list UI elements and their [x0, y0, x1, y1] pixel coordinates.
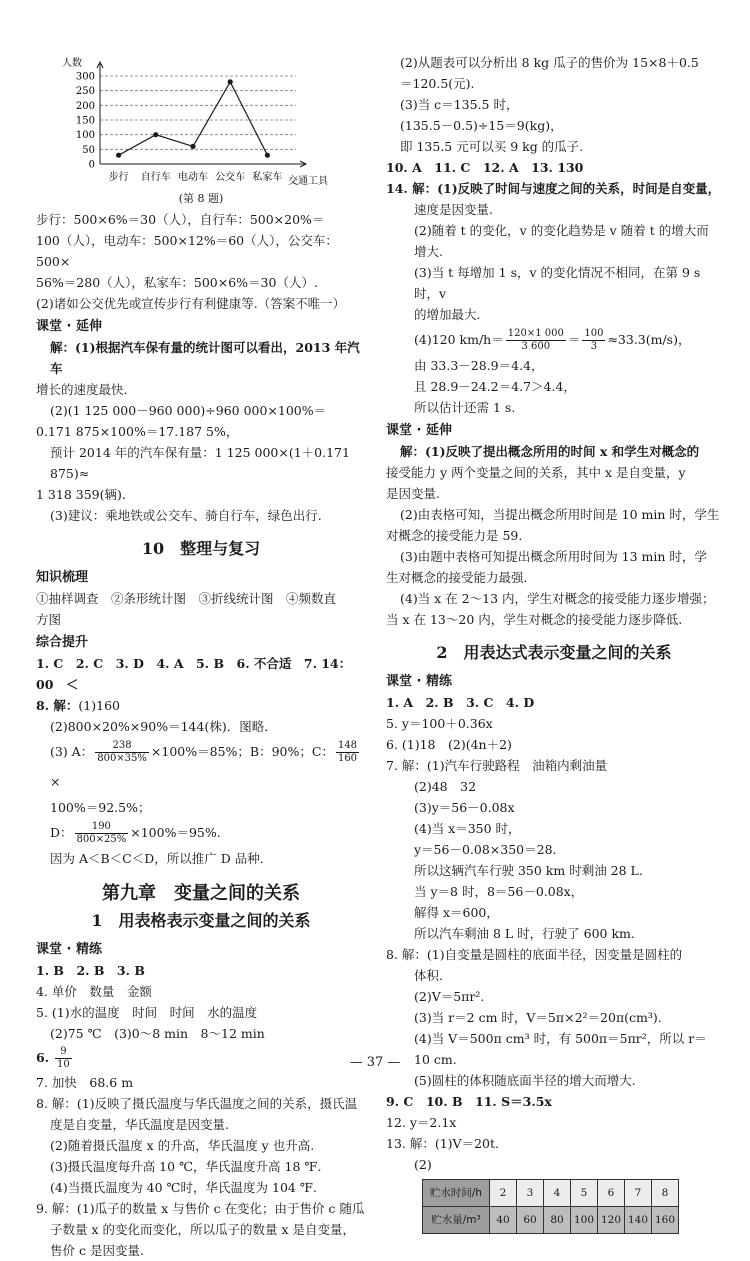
answer-line: 1. C 2. C 3. D 4. A 5. B 6. 不合适 7. 14：00 ＜ [36, 656, 352, 692]
answer-text: × [50, 774, 61, 789]
answer-line: 当 y＝8 时，8＝56－0.08x， [414, 884, 584, 899]
answer-text: (4)120 km/h＝ [414, 332, 504, 347]
y-tick-label: 250 [75, 86, 95, 98]
chart-ylabel: 人数 [62, 58, 82, 69]
answer-line: 所以这辆汽车行驶 350 km 时剩油 28 L. [414, 863, 643, 878]
answer-line [36, 737, 366, 797]
table-row [423, 1180, 679, 1207]
answer-line: (5)圆柱的体积随底面半径的增大而增大. [414, 1073, 636, 1088]
answer-line: (4)当 x 在 2～13 内，学生对概念的接受能力逐步增强； [400, 591, 715, 606]
answer-line: 增长的速度最快. [36, 382, 128, 397]
page-number: — 37 — [349, 1055, 401, 1070]
answer-text: (3) A： [50, 744, 94, 759]
answer-text: D： [50, 825, 73, 840]
chart-axes [97, 62, 306, 167]
answer-line: 的增加最大. [414, 307, 481, 322]
answer-line: (3)摄氏温度每升高 10 ℃，华氏温度升高 18 ℉. [50, 1159, 322, 1174]
answer-line: (2)V＝5πr². [414, 989, 485, 1004]
answer-label: 8. 解： [36, 698, 79, 713]
answer-line: 56%＝280（人），私家车：500×6%＝30（人）. [36, 275, 318, 290]
lesson-title: 10 整理与复习 [141, 539, 261, 558]
answer-line: 当 x 在 13～20 内，学生对概念的接受能力逐步降低. [386, 612, 683, 627]
answer-line: 1. A 2. B 3. C 4. D [386, 695, 535, 710]
answer-line: (2)800×20%×90%＝144(株)．图略． [50, 719, 277, 734]
answer-line: 步行：500×6%＝30（人），自行车：500×20%＝ [36, 212, 325, 227]
data-point [228, 79, 233, 84]
answer-line: 由 33.3－28.9＝4.4， [414, 358, 544, 373]
lesson-title: 1 用表格表示变量之间的关系 [91, 911, 311, 930]
section-heading: 知识梳理 [36, 570, 89, 585]
answer-line: (2)随着 t 的变化，v 的变化趋势是 v 随着 t 的增大而 [414, 223, 709, 238]
answer-line: (3)当 c＝135.5 时， [400, 97, 519, 112]
section-heading: 课堂 · 精练 [36, 942, 102, 957]
answer-line: 速度是因变量. [414, 202, 493, 217]
x-category-label: 电动车 [178, 172, 208, 183]
fraction: $\frac{100}{3}$ [584, 328, 604, 352]
chart-caption: (第 8 题) [178, 192, 224, 205]
answer-line: (3)当 t 每增加 1 s，v 的变化情况不相同，在第 9 s 时，v [414, 265, 701, 301]
answer-line: 6. (1)18 (2)(4n＋2) [386, 737, 512, 752]
answer-line: (2)75 ℃ (3)0～8 min 8～12 min [50, 1026, 265, 1041]
answer-line: 7. 加快 68.6 m [36, 1075, 134, 1090]
x-category-label: 步行 [108, 172, 129, 183]
chart-xlabel: 交通工具 [288, 176, 328, 187]
x-category-label: 自行车 [140, 172, 171, 183]
chart-ticks [76, 72, 95, 171]
answer-line: 方图 [36, 612, 62, 627]
y-tick-label: 0 [88, 159, 95, 171]
answer-line: 且 28.9－24.2＝4.7＞4.4， [414, 379, 576, 394]
answer-line: 所以估计还需 1 s. [414, 400, 516, 415]
answer-line: 增大. [414, 244, 443, 259]
answer-line [36, 818, 366, 848]
answer-line: (4)当 V＝500π cm³ 时，有 500π＝5πr²，所以 r＝10 cm. [414, 1031, 707, 1067]
answer-text: ×100%＝95%. [130, 825, 221, 840]
table-cell: 100 [571, 1207, 598, 1234]
answer-line: (2)诸如公交优先或宣传步行有利健康等.（答案不唯一） [36, 296, 346, 311]
answer-line: 7. 解：(1)汽车行驶路程 油箱内剩油量 [386, 758, 608, 773]
line-chart [36, 52, 336, 192]
y-tick-label: 200 [75, 100, 95, 112]
table-cell: 40 [490, 1207, 517, 1234]
answer-line: 14. 解：(1)反映了时间与速度之间的关系，时间是自变量， [386, 181, 721, 196]
answer-line: 所以汽车剩油 8 L 时，行驶了 600 km. [414, 926, 635, 941]
table-cell: 3 [517, 1180, 544, 1207]
answer-line [36, 695, 366, 716]
answer-line [36, 337, 366, 379]
answer-line: 解得 x＝600， [414, 905, 499, 920]
answer-line: (2)从题表可以分析出 8 kg 瓜子的售价为 15×8＋0.5 [400, 55, 699, 70]
answer-text: ＝ [567, 332, 581, 347]
answer-line: (3)由题中表格可知提出概念所用时间为 13 min 时，学 [400, 549, 707, 564]
answer-line: 0.171 875×100%＝17.187 5%， [36, 424, 239, 439]
section-heading: 综合提升 [36, 635, 89, 650]
answer-line: (3)y＝56－0.08x [414, 800, 515, 815]
answer-line: 接受能力 y 两个变量之间的关系，其中 x 是自变量，y [386, 465, 686, 480]
answer-line: 是因变量. [386, 486, 440, 501]
y-tick-label: 300 [75, 71, 95, 83]
answer-line: 因为 A＜B＜C＜D，所以推广 D 品种. [50, 851, 264, 866]
answer-line: (2)随着摄氏温度 x 的升高，华氏温度 y 也升高. [50, 1138, 315, 1153]
fraction: $\frac{148}{160}$ [337, 740, 358, 764]
answer-line: (2) [414, 1157, 432, 1172]
answer-line: 生对概念的接受能力最强. [386, 570, 528, 585]
table-row [423, 1207, 679, 1234]
answer-line: (2)(1 125 000－960 000)÷960 000×100%＝ [50, 403, 327, 418]
answer-line: 9. 解：(1)瓜子的数量 x 与售价 c 在变化；由于售价 c 随瓜 [36, 1201, 365, 1216]
section-heading: 课堂 · 延伸 [386, 423, 452, 438]
answer-line: 售价 c 是因变量. [50, 1243, 144, 1258]
fraction: $\frac{9}{10}$ [57, 1046, 70, 1070]
answer-line [386, 325, 722, 355]
y-tick-label: 100 [75, 130, 95, 142]
data-point [116, 153, 121, 158]
answer-line: 12. y＝2.1x [386, 1115, 457, 1130]
chart-categories [109, 170, 283, 183]
answer-line: 4. 单价 数量 金额 [36, 984, 152, 999]
y-tick-label: 150 [75, 115, 95, 127]
answer-line: 100%＝92.5%； [50, 800, 151, 815]
data-point [153, 132, 158, 137]
answer-line: 13. 解：(1)V＝20t. [386, 1136, 499, 1151]
section-heading: 课堂 · 精练 [386, 674, 452, 689]
table-cell: 140 [625, 1207, 652, 1234]
water-table [422, 1179, 679, 1234]
answer-line: 10. A 11. C 12. A 13. 130 [386, 160, 584, 175]
table-cell: 8 [652, 1180, 679, 1207]
table-header: 贮水量/m³ [423, 1207, 490, 1234]
answer-line: y＝56－0.08×350＝28. [414, 842, 557, 857]
answer-line: 8. 解：(1)自变量是圆柱的底面半径，因变量是圆柱的 [386, 947, 683, 962]
y-tick-label: 50 [82, 144, 95, 156]
answer-line: (3)当 r＝2 cm 时，V＝5π×2²＝20π(cm³). [414, 1010, 662, 1025]
x-category-label: 公交车 [215, 172, 246, 183]
fraction: $\frac{120\times 1 000}{3 600}$ [507, 328, 564, 352]
answer-text: 解：(1)反映了提出概念所用的时间 x 和学生对概念的 [400, 444, 700, 459]
table-cell: 160 [652, 1207, 679, 1234]
answer-line: (2)由表格可知，当提出概念所用时间是 10 min 时，学生 [400, 507, 720, 522]
table-cell: 2 [490, 1180, 517, 1207]
answer-line: 5. (1)水的温度 时间 时间 水的温度 [36, 1005, 258, 1020]
answer-line: (4)当 x＝350 时， [414, 821, 521, 836]
table-cell: 60 [517, 1207, 544, 1234]
x-category-label: 私家车 [252, 172, 283, 183]
data-point [265, 153, 270, 158]
fraction: $\frac{238}{800\times 35\%}$ [97, 740, 147, 764]
answer-text: ×100%＝85%；B：90%；C： [150, 744, 334, 759]
table-cell: 4 [544, 1180, 571, 1207]
answer-line: (4)当摄氏温度为 40 ℃时，华氏温度为 104 ℉. [50, 1180, 317, 1195]
answer-line: (135.5－0.5)÷15＝9(kg)， [400, 118, 563, 133]
chapter-title: 第九章 变量之间的关系 [102, 883, 300, 904]
answer-line: 即 135.5 元可以买 9 kg 的瓜子. [400, 139, 584, 154]
table-cell: 80 [544, 1207, 571, 1234]
left-column [36, 52, 366, 1261]
answer-line: 对概念的接受能力是 59. [386, 528, 523, 543]
answer-text: ≈33.3(m/s)， [607, 332, 691, 347]
answer-line: 100（人），电动车：500×12%＝60（人），公交车：500× [36, 233, 338, 269]
answer-line [386, 441, 722, 462]
table-cell: 7 [625, 1180, 652, 1207]
answer-text: (1)160 [78, 698, 120, 713]
answer-line: 体积. [414, 968, 443, 983]
answer-line: 预计 2014 年的汽车保有量：1 125 000×(1＋0.171 875)≈ [50, 445, 350, 481]
answer-line: 8. 解：(1)反映了摄氏温度与华氏温度之间的关系，摄氏温 [36, 1096, 358, 1111]
table-cell: 6 [598, 1180, 625, 1207]
answer-line: 5. y＝100＋0.36x [386, 716, 493, 731]
table-cell: 5 [571, 1180, 598, 1207]
data-point [190, 144, 195, 149]
answer-label: 6. [36, 1050, 50, 1065]
answer-line: (2)48 32 [414, 779, 477, 794]
table-cell: 120 [598, 1207, 625, 1234]
lesson-title: 2 用表达式表示变量之间的关系 [436, 643, 672, 662]
answer-line: 1. B 2. B 3. B [36, 963, 145, 978]
answer-line: 9. C 10. B 11. S＝3.5x [386, 1094, 552, 1109]
table-header: 贮水时间/h [423, 1180, 490, 1207]
answer-line: 子数量 x 的变化而变化，所以瓜子的数量 x 是自变量， [50, 1222, 355, 1237]
answer-text: 解：(1)根据汽车保有量的统计图可以看出，2013 年汽车 [50, 340, 360, 376]
answer-line: 度是自变量，华氏温度是因变量. [50, 1117, 229, 1132]
fraction: $\frac{190}{800\times 25\%}$ [76, 821, 127, 845]
answer-line: (3)建议：乘地铁或公交车、骑自行车，绿色出行. [50, 508, 322, 523]
answer-line: 1 318 359(辆). [36, 487, 126, 502]
section-heading: 课堂 · 延伸 [36, 319, 102, 334]
answer-line: ＝120.5(元). [400, 76, 475, 91]
answer-line: ①抽样调查 ②条形统计图 ③折线统计图 ④频数直 [36, 591, 337, 606]
